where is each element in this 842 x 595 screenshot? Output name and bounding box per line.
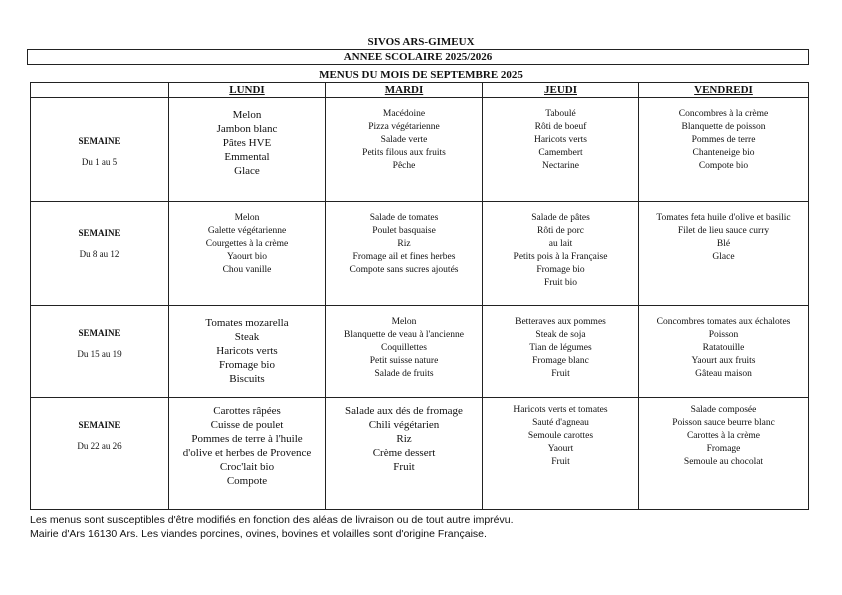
menu-item: Salade verte <box>380 135 428 145</box>
menu-item: Tomates feta huile d'olive et basilic <box>656 213 791 223</box>
menu-cell-thursday <box>483 306 639 398</box>
menu-item: Petit suisse nature <box>369 356 439 366</box>
menu-item: Taboulé <box>545 109 576 119</box>
day-header-thursday: JEUDI <box>483 83 639 98</box>
week-label: SEMAINE <box>78 136 121 146</box>
menu-item: Ratatouille <box>702 343 745 353</box>
menu-cell-monday <box>169 98 326 202</box>
menu-item: Fromage blanc <box>532 356 589 366</box>
menu-item: Salade aux dés de fromage <box>345 405 463 417</box>
week-row <box>31 98 809 202</box>
menu-item: Melon <box>391 317 417 327</box>
menu-item: Compote sans sucres ajoutés <box>349 265 459 275</box>
menu-item: Tian de légumes <box>529 343 592 353</box>
menu-cell-monday <box>169 306 326 398</box>
menu-item: Yaourt aux fruits <box>691 356 756 366</box>
menu-item: Steak de soja <box>535 330 586 340</box>
menu-item: Chou vanille <box>222 265 272 275</box>
menu-item: Nectarine <box>542 161 579 171</box>
table-header-row <box>31 83 809 98</box>
menu-item: Courgettes à la crème <box>205 239 289 249</box>
menu-item: Tomates mozarella <box>205 317 289 329</box>
menu-item: Sauté d'agneau <box>532 418 589 428</box>
week-cell <box>31 398 169 510</box>
week-label: SEMAINE <box>78 228 121 238</box>
menu-table <box>30 82 809 510</box>
menu-item: au lait <box>548 239 573 249</box>
menu-item: Fromage bio <box>219 359 275 371</box>
menu-item: Compote bio <box>698 161 749 171</box>
menu-item: Biscuits <box>229 373 265 385</box>
menu-item: Betteraves aux pommes <box>515 317 606 327</box>
menu-item: Yaourt <box>547 444 574 454</box>
menu-item: Jambon blanc <box>216 123 278 135</box>
menu-item: Melon <box>232 109 262 121</box>
menu-item: Blanquette de poisson <box>681 122 766 132</box>
menu-item: Petits filous aux fruits <box>362 148 446 158</box>
menu-item: Fromage ail et fines herbes <box>352 252 456 262</box>
menu-item: Concombres à la crème <box>678 109 769 119</box>
menu-cell-friday <box>639 306 809 398</box>
menu-item: Compote <box>226 475 268 487</box>
menu-item: Salade de pâtes <box>531 213 590 223</box>
menu-cell-friday <box>639 398 809 510</box>
menu-item: Poisson sauce beurre blanc <box>672 418 775 428</box>
menu-item: Carottes à la crème <box>686 431 761 441</box>
week-row <box>31 202 809 306</box>
menu-item: Camembert <box>538 148 583 158</box>
menu-item: Salade de tomates <box>369 213 439 223</box>
menu-item: Fruit bio <box>544 278 577 288</box>
menu-item: Haricots verts et tomates <box>513 405 608 415</box>
menu-item: Melon <box>234 213 260 223</box>
menu-item: Cuisse de poulet <box>210 419 284 431</box>
menu-item: Semoule carottes <box>527 431 594 441</box>
week-row <box>31 398 809 510</box>
menu-item: Blanquette de veau à l'ancienne <box>344 330 464 340</box>
week-label: SEMAINE <box>78 420 121 430</box>
menu-item: Poulet basquaise <box>372 226 436 236</box>
menu-item: Salade composée <box>690 405 757 415</box>
menu-item: Haricots verts <box>533 135 588 145</box>
menu-cell-thursday <box>483 398 639 510</box>
menu-item: Fruit <box>551 457 570 467</box>
menu-item: Croc'lait bio <box>219 461 275 473</box>
menu-item: Carottes râpées <box>213 405 281 417</box>
menu-item: Filet de lieu sauce curry <box>677 226 770 236</box>
menu-item: Rôti de porc <box>537 226 584 236</box>
menu-item: Pommes de terre à l'huile <box>191 433 303 445</box>
week-range: Du 15 au 19 <box>77 349 122 359</box>
menu-item: Steak <box>234 331 260 343</box>
week-cell <box>31 202 169 306</box>
school-year-banner: ANNEE SCOLAIRE 2025/2026 <box>27 49 809 65</box>
menu-cell-tuesday <box>326 398 483 510</box>
menu-item: Crème dessert <box>372 447 436 459</box>
menu-item: Chili végétarien <box>368 419 440 431</box>
menu-item: Yaourt bio <box>227 252 267 262</box>
menu-item: d'olive et herbes de Provence <box>182 447 312 459</box>
corner-cell <box>31 83 169 98</box>
menu-item: Glace <box>234 165 260 177</box>
menu-cell-monday <box>169 398 326 510</box>
week-label: SEMAINE <box>78 328 121 338</box>
menu-cell-friday <box>639 202 809 306</box>
menu-item: Riz <box>396 433 412 445</box>
menu-cell-monday <box>169 202 326 306</box>
day-header-monday: LUNDI <box>169 83 326 98</box>
week-row <box>31 306 809 398</box>
week-range: Du 22 au 26 <box>77 441 122 451</box>
menu-item: Emmental <box>224 151 270 163</box>
menu-item: Galette végétarienne <box>207 226 287 236</box>
menu-item: Haricots verts <box>216 345 278 357</box>
menu-item: Poisson <box>708 330 739 340</box>
menu-cell-friday <box>639 98 809 202</box>
menu-cell-thursday <box>483 98 639 202</box>
disclaimer-note: Les menus sont susceptibles d'être modifiés en fonction des aléas de livraison ou de tout autre imprévu. <box>30 514 514 526</box>
menu-item: Chanteneige bio <box>692 148 755 158</box>
week-cell <box>31 306 169 398</box>
menu-cell-thursday <box>483 202 639 306</box>
week-range: Du 8 au 12 <box>79 249 120 259</box>
menu-item: Fromage bio <box>536 265 585 275</box>
menu-item: Fruit <box>551 369 570 379</box>
menu-item: Pâtes HVE <box>222 137 272 149</box>
menu-item: Coquillettes <box>381 343 427 353</box>
menu-item: Fruit <box>393 461 415 473</box>
menu-item: Salade de fruits <box>374 369 434 379</box>
week-range: Du 1 au 5 <box>81 157 118 167</box>
menu-item: Pommes de terre <box>691 135 756 145</box>
origin-note: Mairie d'Ars 16130 Ars. Les viandes porcines, ovines, bovines et volailles sont d'origine Française. <box>30 528 487 540</box>
menu-item: Gâteau maison <box>695 369 752 379</box>
menu-item: Pêche <box>392 161 416 171</box>
menu-item: Rôti de boeuf <box>534 122 587 132</box>
menu-item: Semoule au chocolat <box>683 457 764 467</box>
menu-month-title: MENUS DU MOIS DE SEPTEMBRE 2025 <box>319 69 523 81</box>
menu-item: Fromage <box>706 444 741 454</box>
menu-item: Macédoine <box>382 109 426 119</box>
week-cell <box>31 98 169 202</box>
day-header-tuesday: MARDI <box>326 83 483 98</box>
menu-item: Blé <box>716 239 731 249</box>
menu-item: Riz <box>397 239 411 249</box>
day-header-friday: VENDREDI <box>639 83 809 98</box>
menu-item: Concombres tomates aux échalotes <box>656 317 791 327</box>
menu-item: Glace <box>712 252 735 262</box>
menu-item: Petits pois à la Française <box>513 252 608 262</box>
menu-cell-tuesday <box>326 98 483 202</box>
organization-title: SIVOS ARS-GIMEUX <box>367 36 475 48</box>
menu-cell-tuesday <box>326 306 483 398</box>
menu-cell-tuesday <box>326 202 483 306</box>
menu-item: Pizza végétarienne <box>368 122 440 132</box>
